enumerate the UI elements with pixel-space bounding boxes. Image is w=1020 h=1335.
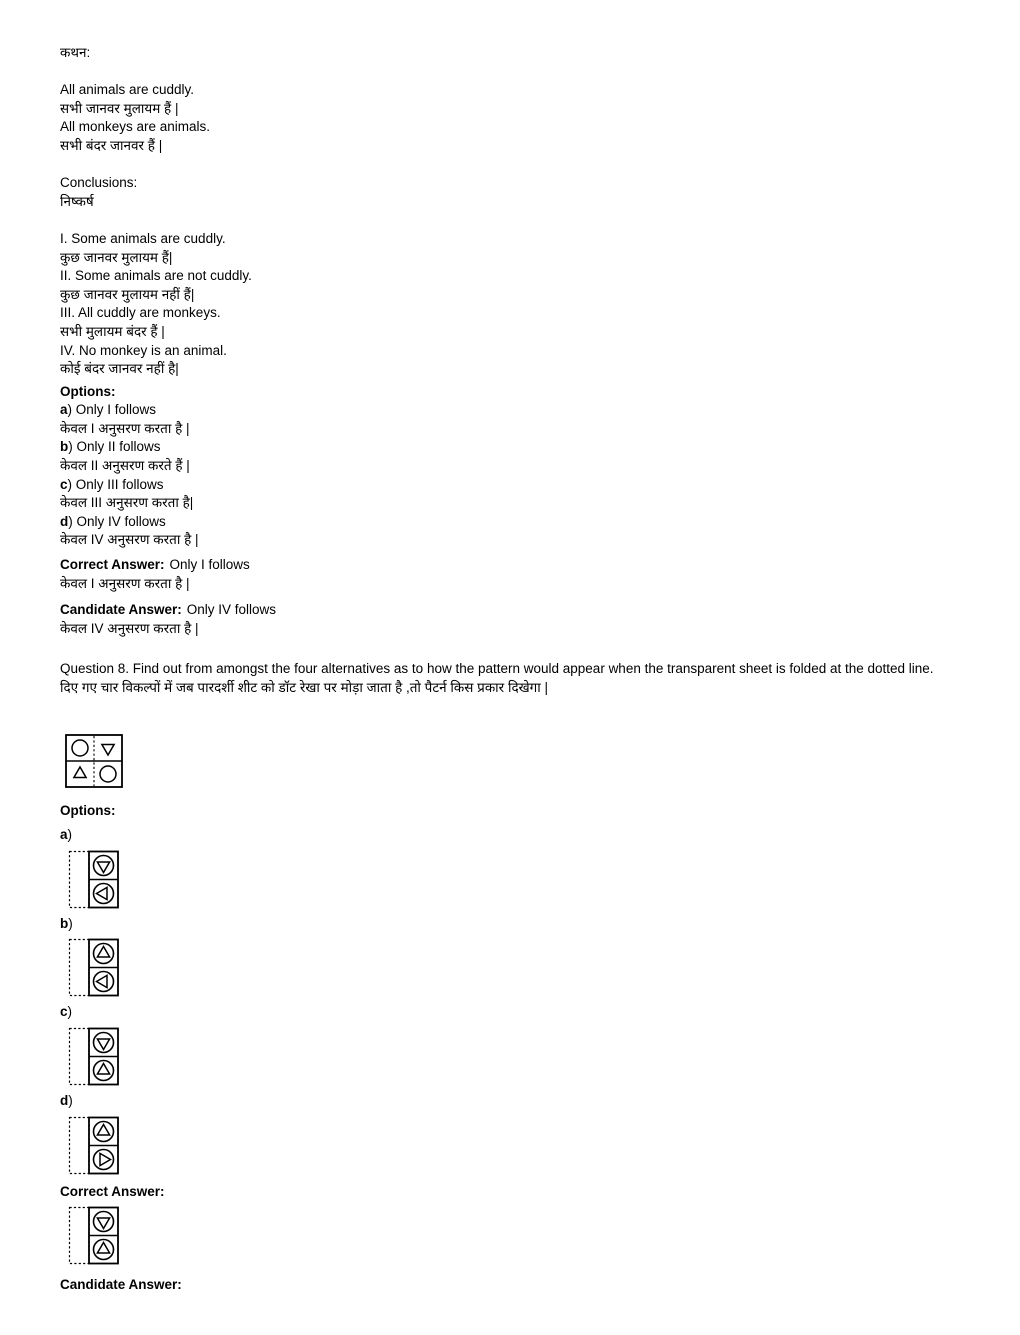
option-letter-suffix: ) [67, 827, 73, 843]
option-letter: a [60, 827, 68, 843]
option-letter: c [60, 476, 68, 492]
option-figure [68, 1116, 120, 1175]
option-letter-line [60, 915, 960, 934]
candidate-answer-line [60, 601, 960, 620]
correct-answer-text: Only I follows [169, 557, 250, 573]
candidate-answer-text: Only IV follows [186, 602, 277, 618]
option-text-hindi: केवल IV अनुसरण करता है | [60, 532, 199, 548]
option-letter: b [60, 439, 69, 455]
question-text: Question 8. Find out from amongst the four alternatives as to how the pattern would appear when the transparent sheet is folded at the dotted line. [60, 661, 934, 677]
candidate-answer-text-hindi: केवल IV अनुसरण करता है | [60, 620, 199, 636]
option-line [60, 438, 960, 457]
option-text: ) Only III follows [67, 476, 164, 492]
option-letter-suffix: ) [67, 1004, 73, 1020]
conclusion-text: I. Some animals are cuddly. [60, 230, 226, 246]
option-line [60, 476, 960, 495]
option-text-hindi: केवल II अनुसरण करते हैं | [60, 458, 190, 474]
conclusion-text-hindi: कोई बंदर जानवर नहीं है| [60, 361, 179, 377]
conclusion-text: III. All cuddly are monkeys. [60, 305, 221, 321]
candidate-answer-label: Candidate Answer: [60, 1277, 182, 1293]
option-letter: d [60, 513, 69, 529]
statement-text: All monkeys are animals. [60, 119, 211, 135]
option-text: ) Only I follows [67, 402, 157, 418]
statement-text-hindi: सभी जानवर मुलायम हैं | [60, 100, 179, 116]
conclusions-heading-hindi: निष्कर्ष [60, 193, 94, 209]
option-letter-suffix: ) [68, 1092, 73, 1108]
option-figure [68, 938, 120, 997]
option-letter-line [60, 1092, 960, 1111]
option-line [60, 401, 960, 420]
correct-answer-figure [68, 1206, 120, 1265]
option-text: ) Only II follows [68, 439, 161, 455]
spacer [60, 156, 960, 175]
option-letter: c [60, 1004, 68, 1020]
question-text-hindi: दिए गए चार विकल्पों में जब पारदर्शी शीट को डॉट रेखा पर मोड़ा जाता है ,तो पैटर्न किस प्रकार दिखेगा | [60, 680, 549, 695]
option-letter-line [60, 1003, 960, 1022]
statements-heading-hindi: कथन: [60, 45, 91, 60]
option-text-hindi: केवल III अनुसरण करता है| [60, 495, 194, 511]
conclusion-text-hindi: कुछ जानवर मुलायम नहीं हैं| [60, 286, 195, 302]
option-figure [68, 850, 120, 909]
candidate-answer-label: Candidate Answer: [60, 602, 182, 618]
spacer [60, 63, 960, 82]
conclusion-text: II. Some animals are not cuddly. [60, 268, 252, 284]
option-letter: a [60, 402, 68, 418]
correct-answer-label: Correct Answer: [60, 1183, 165, 1199]
correct-answer-line [60, 556, 960, 575]
option-letter-suffix: ) [68, 915, 73, 931]
question-8-section [60, 660, 960, 1294]
correct-answer-label: Correct Answer: [60, 557, 165, 573]
option-text-hindi: केवल I अनुसरण करता है | [60, 420, 190, 436]
transparent-sheet-figure [65, 734, 123, 788]
options-heading: Options: [60, 383, 116, 399]
option-letter-line [60, 826, 960, 845]
conclusions-heading: Conclusions: [60, 175, 138, 191]
spacer [60, 211, 960, 230]
options-heading: Options: [60, 802, 116, 818]
statement-text-hindi: सभी बंदर जानवर हैं | [60, 137, 163, 153]
option-line [60, 513, 960, 532]
correct-answer-text-hindi: केवल I अनुसरण करता है | [60, 575, 190, 591]
option-text: ) Only IV follows [68, 513, 166, 529]
option-letter: d [60, 1092, 69, 1108]
conclusion-text-hindi: सभी मुलायम बंदर हैं | [60, 323, 165, 339]
option-figure [68, 1027, 120, 1086]
statement-text: All animals are cuddly. [60, 82, 195, 98]
option-letter: b [60, 915, 69, 931]
conclusion-text-hindi: कुछ जानवर मुलायम हैं| [60, 249, 173, 265]
conclusion-text: IV. No monkey is an animal. [60, 342, 227, 358]
